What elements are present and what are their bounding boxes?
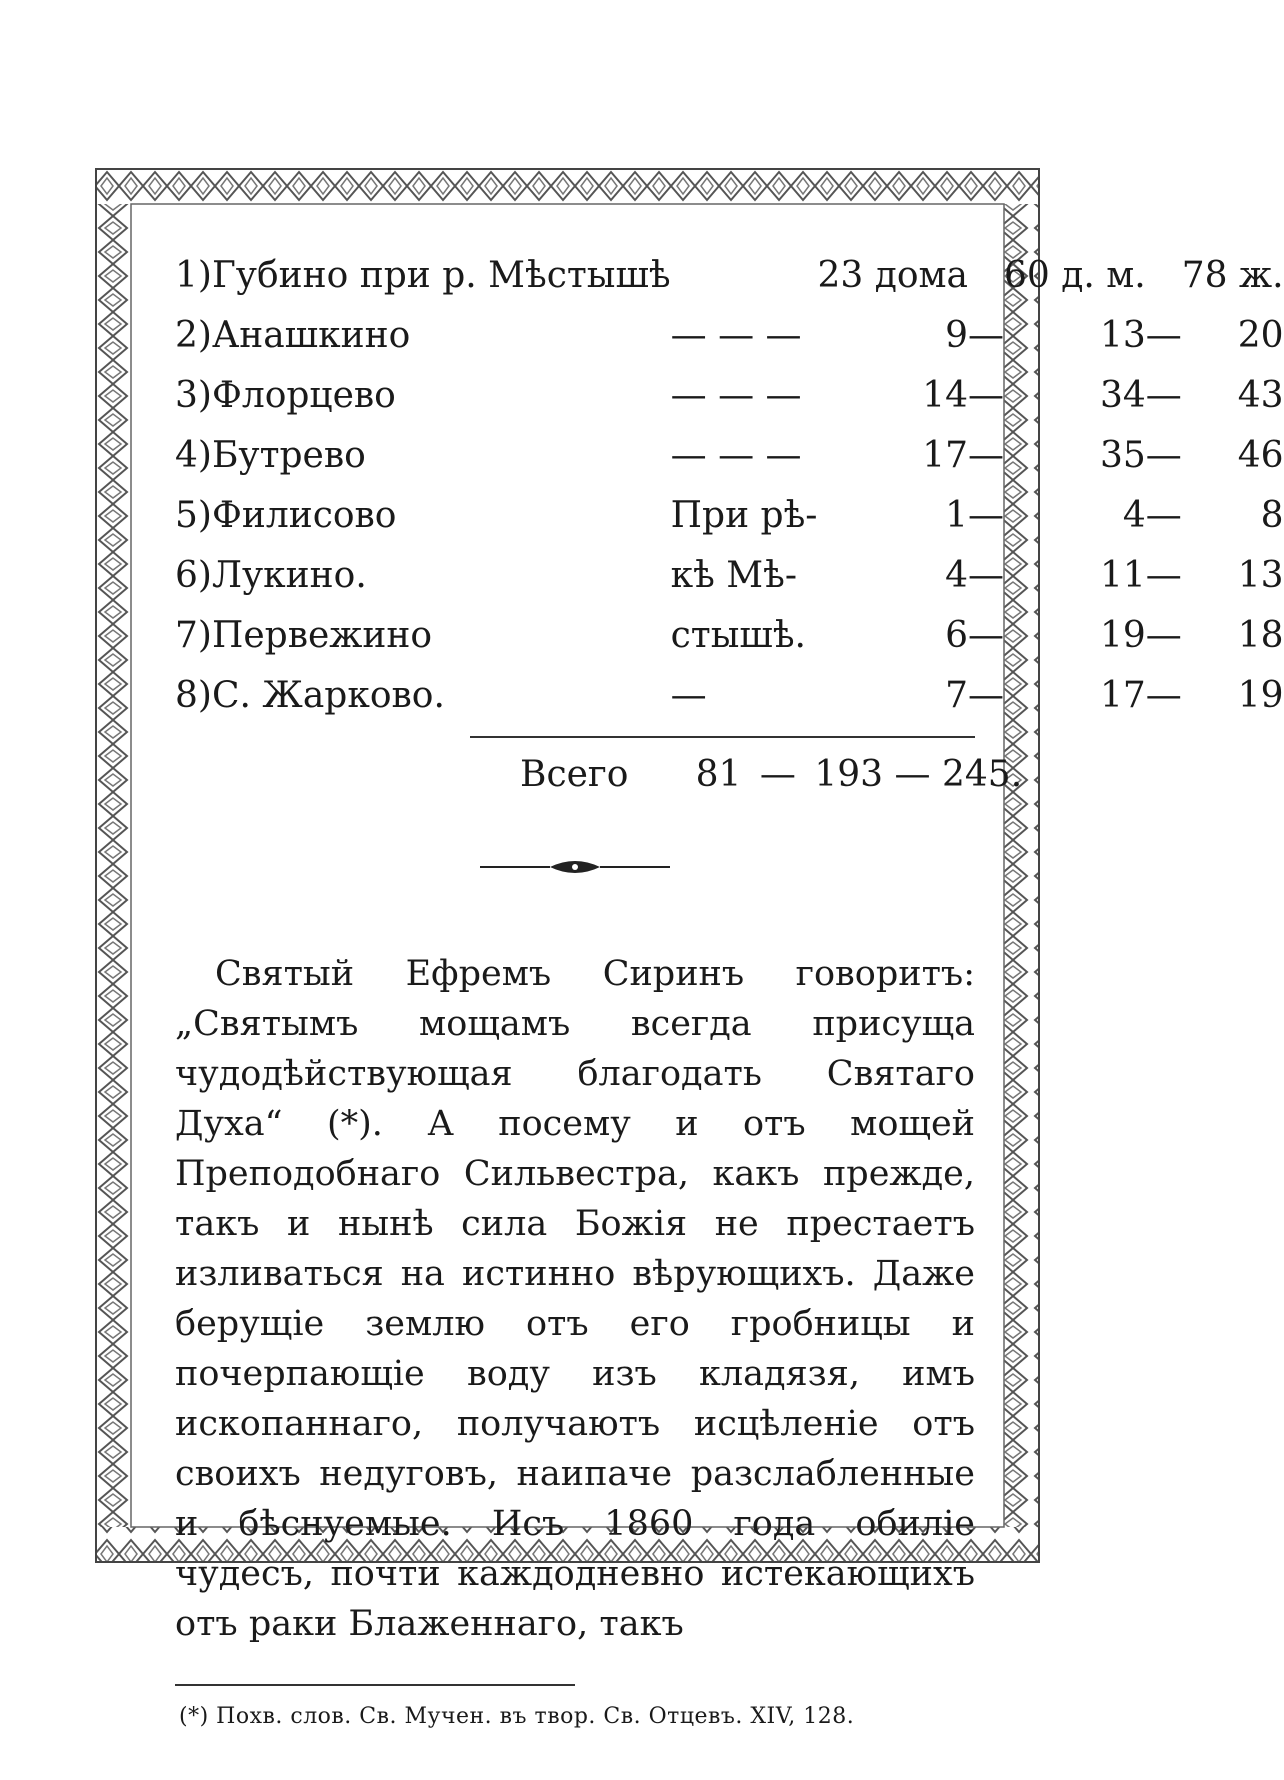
female-count: 19: [1237, 675, 1284, 716]
separator-dash: [968, 246, 1004, 306]
table-row: [175, 486, 1284, 546]
houses-count: 17: [922, 435, 968, 476]
separator-dash: —: [968, 495, 1004, 536]
village-name: Бутрево: [211, 435, 366, 476]
female-count: 8: [1260, 495, 1284, 536]
separator-dash: [1146, 246, 1182, 306]
row-number: 8): [175, 675, 212, 716]
row-number: 3): [175, 375, 212, 416]
village-name: Флорцево: [211, 375, 396, 416]
male-count: 4: [1122, 495, 1146, 536]
location-note: кѣ Мѣ-: [670, 555, 798, 596]
total-rule: [470, 736, 975, 738]
female-count: 13: [1237, 555, 1284, 596]
village-name: Филисово: [211, 495, 397, 536]
male-count: 17: [1099, 675, 1146, 716]
location-note: стышѣ.: [670, 615, 806, 656]
village-name: С. Жарково.: [211, 675, 445, 716]
table-row: [175, 606, 1284, 666]
main-paragraph: Святый Ефремъ Сиринъ говоритъ: „Святымъ мощамъ всегда присуща чудодѣйствующая благодать Святаго Духа“ (*). А посему и отъ мощей Преподобнаго Сильвестра, какъ прежде, такъ и нынѣ сила Божія не престаетъ изливаться на истинно вѣрующихъ. Даже берущіе землю отъ его гробницы и почерпающіе воду изъ кладязя, имъ ископаннаго, получаютъ исцѣленіе отъ своихъ недуговъ, наипаче разслабленные и бѣснуемые. Исъ 1860 года обиліе чудесъ, почти каждодневно истекающихъ отъ раки Блаженнаго, такъ: [175, 954, 975, 1644]
village-name: Губино при р. Мѣстышѣ: [211, 255, 671, 296]
location-note: —: [670, 675, 707, 716]
row-number: 2): [175, 315, 212, 356]
houses-count: 4: [945, 555, 968, 596]
table-row: [175, 246, 1284, 306]
separator-dash: —: [968, 435, 1004, 476]
total-houses: 81: [695, 754, 742, 795]
total-dash: —: [759, 754, 796, 795]
total-row: [175, 754, 1023, 795]
houses-count: 7: [945, 675, 968, 716]
male-count: 60 д. м.: [1004, 255, 1146, 296]
female-count: 18: [1237, 615, 1284, 656]
separator-dash: —: [968, 675, 1004, 716]
table-row: [175, 546, 1284, 606]
houses-count: 6: [945, 615, 968, 656]
separator-dash: —: [1145, 315, 1182, 356]
male-count: 34: [1099, 375, 1146, 416]
separator-dash: —: [1145, 375, 1182, 416]
female-count: 46: [1237, 435, 1284, 476]
ornamental-frame: [95, 168, 1284, 1729]
separator-dash: —: [1145, 495, 1182, 536]
village-name: Первежино: [211, 615, 433, 656]
table-row: [175, 306, 1284, 366]
location-note: — — —: [670, 375, 802, 416]
houses-count: 9: [945, 315, 968, 356]
separator-dash: —: [1145, 435, 1182, 476]
male-count: 13: [1099, 315, 1146, 356]
location-note: — — —: [670, 315, 802, 356]
row-number: 1): [175, 255, 212, 296]
location-note: При рѣ-: [670, 495, 818, 536]
houses-count: 23 дома: [817, 255, 968, 296]
female-count: 78 ж.: [1181, 255, 1284, 296]
total-male: 193: [814, 754, 884, 795]
table-row: [175, 666, 1284, 726]
houses-count: 14: [922, 375, 968, 416]
row-number: 4): [175, 435, 212, 476]
male-count: 35: [1099, 435, 1146, 476]
separator-dash: —: [968, 315, 1004, 356]
male-count: 11: [1099, 555, 1146, 596]
location-note: — — —: [670, 435, 802, 476]
row-number: 5): [175, 495, 212, 536]
villages-table: [175, 246, 1284, 726]
row-number: 7): [175, 615, 212, 656]
female-count: 20: [1237, 315, 1284, 356]
row-number: 6): [175, 555, 212, 596]
village-name: Анашкино: [211, 315, 411, 356]
section-divider-ornament: [480, 855, 670, 879]
total-label: Всего: [520, 754, 629, 795]
separator-dash: —: [968, 375, 1004, 416]
table-row: [175, 366, 1284, 426]
total-dash-2: —: [894, 754, 931, 795]
separator-dash: —: [968, 615, 1004, 656]
total-female: 245.: [941, 754, 1023, 795]
separator-dash: —: [1145, 555, 1182, 596]
separator-dash: —: [1145, 615, 1182, 656]
footnote-rule: [175, 1684, 575, 1686]
location-note: [671, 246, 818, 306]
female-count: 43: [1237, 375, 1284, 416]
footnote: (*) Похв. слов. Св. Мучен. въ твор. Св. Отцевъ. XIV, 128.: [179, 1704, 855, 1729]
page-content: [175, 246, 1284, 1729]
village-name: Лукино.: [211, 555, 367, 596]
separator-dash: —: [968, 555, 1004, 596]
separator-dash: —: [1145, 675, 1182, 716]
table-row: [175, 426, 1284, 486]
male-count: 19: [1099, 615, 1146, 656]
houses-count: 1: [945, 495, 968, 536]
